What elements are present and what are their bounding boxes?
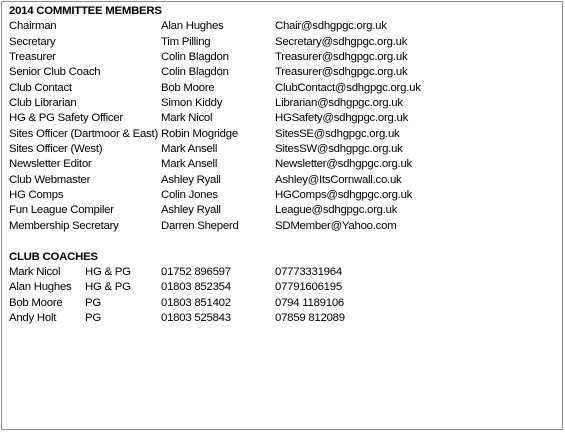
coach-phone: 01752 896597 — [161, 265, 231, 278]
committee-row — [9, 111, 409, 126]
member-name: Mark Ansell — [161, 143, 218, 156]
committee-row — [9, 65, 408, 80]
member-role: Club Contact — [9, 81, 72, 94]
member-name: Ashley Ryall — [161, 173, 221, 186]
committee-row — [9, 188, 413, 203]
member-email: Newsletter@sdhgpgc.org.uk — [275, 158, 413, 171]
coaches-row — [9, 311, 345, 326]
member-email: Ashley@ItsCornwall.co.uk — [275, 173, 402, 186]
member-email: Treasurer@sdhgpgc.org.uk — [275, 51, 408, 64]
coaches-row — [9, 280, 342, 295]
coaches-row — [9, 265, 342, 280]
coach-mobile: 0794 1189106 — [275, 296, 345, 309]
coach-name: Mark Nicol — [9, 265, 61, 278]
member-email: Secretary@sdhgpgc.org.uk — [275, 35, 408, 48]
committee-row — [9, 157, 413, 172]
member-name: Colin Jones — [161, 189, 218, 202]
member-role: Fun League Compiler — [9, 204, 114, 217]
member-name: Mark Nicol — [161, 112, 213, 125]
member-role: Sites Officer (Dartmoor & East) — [9, 127, 159, 140]
coach-name: Alan Hughes — [9, 281, 72, 294]
member-email: ClubContact@sdhgpgc.org.uk — [275, 81, 421, 94]
member-role: Newsletter Editor — [9, 158, 92, 171]
coach-mobile: 07791606195 — [275, 281, 342, 294]
member-role: Senior Club Coach — [9, 66, 101, 79]
coach-phone: 01803 525843 — [161, 311, 231, 324]
member-role: Membership Secretary — [9, 219, 119, 232]
member-name: Bob Moore — [161, 81, 215, 94]
member-email: Librarian@sdhgpgc.org.uk — [275, 97, 403, 110]
member-name: Ashley Ryall — [161, 204, 221, 217]
coach-type: HG & PG — [85, 265, 131, 278]
member-name: Alan Hughes — [161, 20, 224, 33]
coach-name: Andy Holt — [9, 311, 57, 324]
member-role: Chairman — [9, 20, 57, 33]
coach-type: PG — [85, 296, 101, 309]
member-name: Robin Mogridge — [161, 127, 238, 140]
committee-row — [9, 219, 397, 234]
member-name: Darren Sheperd — [161, 219, 239, 232]
member-role: Secretary — [9, 35, 56, 48]
coaches-row — [9, 296, 345, 311]
member-name: Colin Blagdon — [161, 51, 229, 64]
committee-row — [9, 203, 398, 218]
member-role: HG & PG Safety Officer — [9, 112, 123, 125]
member-email: League@sdhgpgc.org.uk — [275, 204, 398, 217]
member-name: Mark Ansell — [161, 158, 218, 171]
committee-row — [9, 19, 387, 34]
member-role: Club Librarian — [9, 97, 77, 110]
member-role: Club Webmaster — [9, 173, 91, 186]
coach-phone: 01803 851402 — [161, 296, 231, 309]
member-role: Treasurer — [9, 51, 56, 64]
member-name: Simon Kiddy — [161, 97, 223, 110]
member-email: SitesSW@sdhgpgc.org.uk — [275, 143, 403, 156]
member-email: HGSafety@sdhgpgc.org.uk — [275, 112, 409, 125]
committee-heading: 2014 COMMITTEE MEMBERS — [9, 5, 162, 17]
coach-name: Bob Moore — [9, 296, 63, 309]
member-email: SitesSE@sdhgpgc.org.uk — [275, 127, 400, 140]
committee-row — [9, 173, 402, 188]
member-name: Colin Blagdon — [161, 66, 229, 79]
committee-row — [9, 127, 400, 142]
member-role: Sites Officer (West) — [9, 143, 103, 156]
coach-phone: 01803 852354 — [161, 281, 231, 294]
coach-type: PG — [85, 311, 101, 324]
committee-row — [9, 35, 408, 50]
section-spacer — [9, 234, 162, 249]
coach-mobile: 07773331964 — [275, 265, 342, 278]
member-name: Tim Pilling — [161, 35, 211, 48]
member-email: HGComps@sdhgpgc.org.uk — [275, 189, 413, 202]
member-email: SDMember@Yahoo.com — [275, 219, 397, 232]
coach-type: HG & PG — [85, 281, 131, 294]
committee-row — [9, 142, 403, 157]
member-email: Chair@sdhgpgc.org.uk — [275, 20, 387, 33]
coaches-table — [9, 265, 345, 326]
member-email: Treasurer@sdhgpgc.org.uk — [275, 66, 408, 79]
coach-mobile: 07859 812089 — [275, 311, 345, 324]
member-role: HG Comps — [9, 189, 64, 202]
committee-row — [9, 96, 403, 111]
committee-row — [9, 50, 408, 65]
committee-table — [9, 19, 421, 234]
committee-row — [9, 81, 421, 96]
committee-document — [9, 4, 421, 326]
coaches-heading: CLUB COACHES — [9, 250, 98, 263]
